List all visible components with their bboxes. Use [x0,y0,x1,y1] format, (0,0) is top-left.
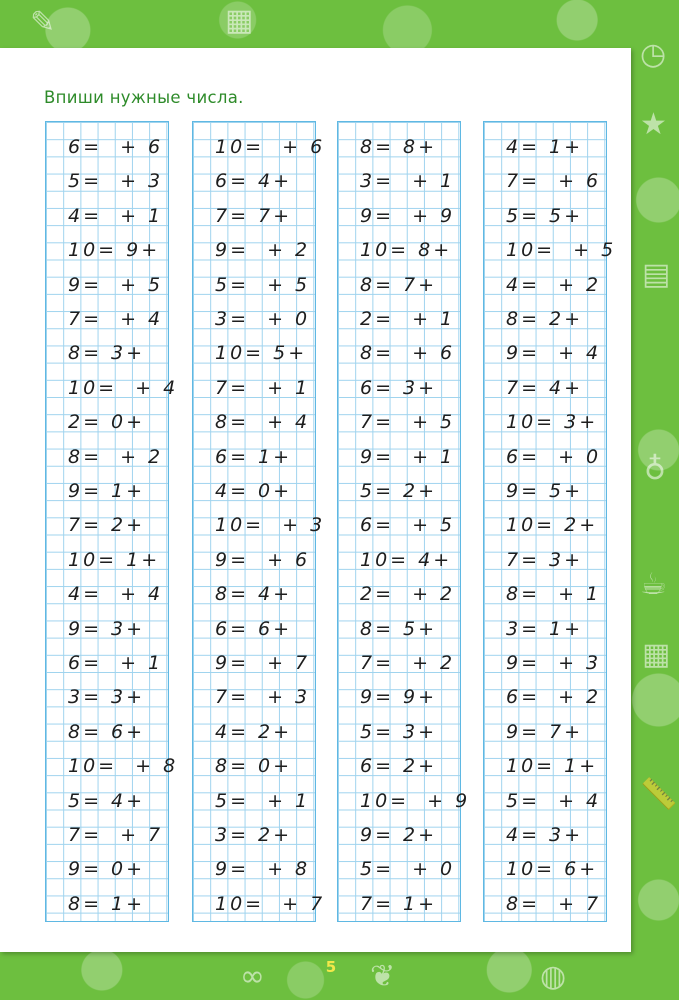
equation-row[interactable]: 9= + 1 [360,445,456,468]
calculator-icon: ▦ [225,3,254,38]
equation-row[interactable]: 9= 2+ [360,824,438,846]
equation-row[interactable]: 6= 1+ [215,445,293,468]
equation-row[interactable]: 9= 3+ [68,617,146,640]
equation-row[interactable]: 6= 6+ [215,617,293,640]
equation-row[interactable]: 10= + 7 [215,892,326,915]
equation-row[interactable]: 7= + 6 [506,170,602,193]
book-icon: ▤ [642,257,671,292]
equation-row[interactable]: 9= 5+ [506,480,584,502]
equation-row[interactable]: 10= + 4 [68,376,179,399]
equation-row[interactable]: 10= 5+ [215,342,308,365]
equation-row[interactable]: 10= + 9 [360,789,471,812]
equation-row[interactable]: 4= + 4 [68,583,164,606]
equation-row[interactable]: 3= + 1 [360,170,456,193]
globe-icon: ◍ [540,959,567,994]
equation-row[interactable]: 9= + 8 [215,858,311,881]
equation-row[interactable]: 10= 6+ [506,858,599,881]
lightbulb-icon: ♁ [644,452,666,487]
equation-row[interactable]: 10= 3+ [506,411,599,434]
equation-row[interactable]: 10= + 8 [68,755,179,778]
equation-row[interactable]: 8= + 2 [68,445,164,468]
apple-icon: ❦ [370,959,396,994]
equation-row[interactable]: 8= 7+ [360,273,438,296]
equation-row[interactable]: 5= 4+ [68,789,146,812]
equation-row[interactable]: 10= + 3 [215,514,326,537]
equation-row[interactable]: 7= 7+ [215,204,293,227]
equation-row[interactable]: 6= 3+ [360,376,438,399]
equation-row[interactable]: 8= + 6 [360,342,456,365]
equation-row[interactable]: 8= 6+ [68,720,146,743]
equation-row[interactable]: 6= + 6 [68,136,164,158]
pencil-icon: ✎ [30,5,56,40]
equation-row[interactable]: 8= 0+ [215,755,293,778]
equation-row[interactable]: 3= 2+ [215,824,293,846]
equation-row[interactable]: 4= 2+ [215,720,293,743]
equation-row[interactable]: 10= 2+ [506,514,599,537]
cup-icon: ☕ [640,567,667,602]
equation-row[interactable]: 10= + 5 [506,239,617,262]
equation-row[interactable]: 9= 1+ [68,480,146,502]
equation-row[interactable]: 10= 1+ [506,755,599,778]
equation-row[interactable]: 10= 4+ [360,548,453,571]
equation-row[interactable]: 5= + 3 [68,170,164,193]
equation-row[interactable]: 8= 1+ [68,892,146,915]
calculator-icon: ▦ [642,637,671,672]
equation-row[interactable]: 9= + 9 [360,204,456,227]
ruler-icon: 📏 [640,777,678,812]
equation-row[interactable]: 10= + 6 [215,136,326,158]
equation-row[interactable]: 3= 1+ [506,617,584,640]
equation-row[interactable]: 7= + 3 [215,686,311,709]
glasses-icon: ∞ [240,959,265,994]
equation-row[interactable]: 10= 1+ [68,548,161,571]
equation-row[interactable]: 2= + 2 [360,583,456,606]
equation-row[interactable]: 6= 4+ [215,170,293,193]
equation-row[interactable]: 9= + 3 [506,652,602,674]
star-icon: ★ [640,107,667,142]
equation-row[interactable]: 8= 4+ [215,583,293,606]
equation-row[interactable]: 6= 2+ [360,755,438,778]
equation-row[interactable]: 2= 0+ [68,411,146,434]
equation-row[interactable]: 9= + 6 [215,548,311,571]
equation-row[interactable]: 8= + 4 [215,411,311,434]
equation-row[interactable]: 8= 5+ [360,617,438,640]
equation-row[interactable]: 6= + 0 [506,445,602,468]
equation-row[interactable]: 5= + 5 [215,273,311,296]
equation-row[interactable]: 8= + 1 [506,583,602,606]
equation-row[interactable]: 6= + 2 [506,686,602,709]
equation-row[interactable]: 7= + 4 [68,308,164,330]
equation-row[interactable]: 10= 8+ [360,239,453,262]
equation-row[interactable]: 5= 5+ [506,204,584,227]
equation-row[interactable]: 9= 7+ [506,720,584,743]
equation-row[interactable]: 7= + 1 [215,376,311,399]
equation-row[interactable]: 3= + 0 [215,308,311,330]
equation-row[interactable]: 9= 0+ [68,858,146,881]
equation-row[interactable]: 4= 1+ [506,136,584,158]
equation-row[interactable]: 8= 2+ [506,308,584,330]
equation-column-1 [45,121,179,922]
equation-row[interactable]: 7= + 7 [68,824,164,846]
equation-row[interactable]: 2= + 1 [360,308,456,330]
equation-row[interactable]: 7= 1+ [360,892,438,915]
equation-row[interactable]: 5= + 0 [360,858,456,881]
equation-row[interactable]: 7= 4+ [506,376,584,399]
equation-row[interactable]: 7= 3+ [506,548,584,571]
clock-icon: ◷ [640,37,667,72]
equation-row[interactable]: 5= + 4 [506,789,602,812]
equation-row[interactable]: 9= + 5 [68,273,164,296]
equation-row[interactable]: 9= + 4 [506,342,602,365]
equation-row[interactable]: 9= + 2 [215,239,311,262]
equation-row[interactable]: 5= + 1 [215,789,311,812]
equation-column-2 [192,121,326,922]
equation-row[interactable]: 5= 2+ [360,480,438,502]
page-title: Впиши нужные числа. [44,88,244,107]
equation-row[interactable]: 4= 3+ [506,824,584,846]
page-number: 5 [325,958,337,976]
equation-row[interactable]: 7= + 5 [360,411,456,434]
equation-row[interactable]: 4= 0+ [215,480,293,502]
equation-row[interactable]: 6= + 1 [68,652,164,674]
equation-row[interactable]: 9= 9+ [360,686,438,709]
equation-row[interactable]: 4= + 2 [506,273,602,296]
equation-row[interactable]: 7= + 2 [360,652,456,674]
equation-row[interactable]: 8= 3+ [68,342,146,365]
equation-row[interactable]: 5= 3+ [360,720,438,743]
equation-row[interactable]: 9= + 7 [215,652,311,674]
equation-row[interactable]: 8= 8+ [360,136,438,158]
equation-column-4 [483,121,617,922]
equation-row[interactable]: 8= + 7 [506,892,602,915]
equation-row[interactable]: 7= 2+ [68,514,146,537]
equation-row[interactable]: 10= 9+ [68,239,161,262]
equation-row[interactable]: 6= + 5 [360,514,456,537]
equation-row[interactable]: 3= 3+ [68,686,146,709]
equation-row[interactable]: 4= + 1 [68,204,164,227]
equation-column-3 [337,121,471,922]
